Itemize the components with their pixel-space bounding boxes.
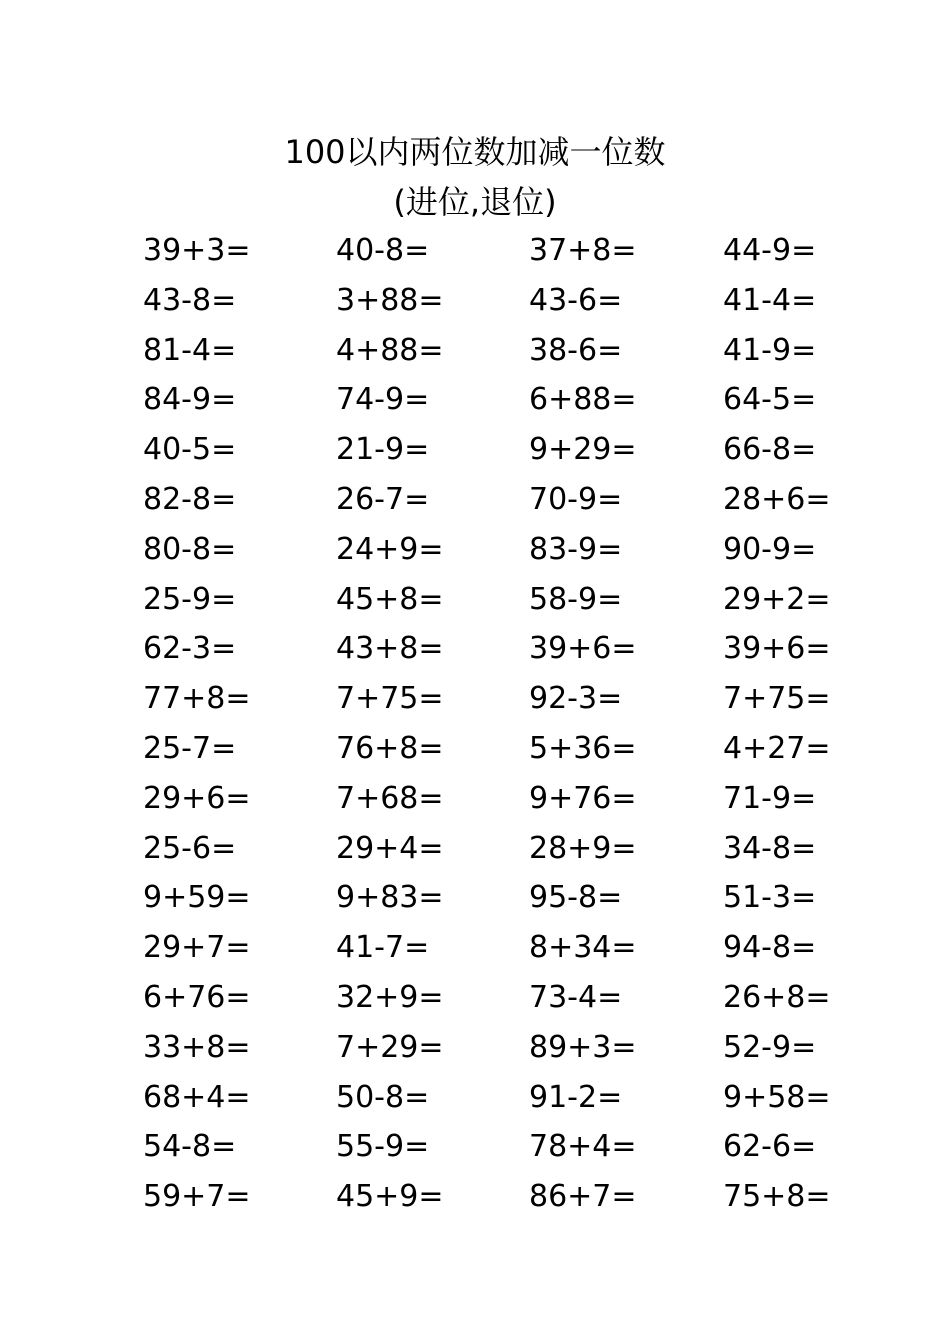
problem-row — [143, 576, 843, 626]
math-problem: 92-3= — [529, 681, 623, 717]
math-problem: 68+4= — [143, 1079, 251, 1115]
math-problem: 9+58= — [723, 1079, 831, 1115]
math-problem: 40-5= — [143, 432, 237, 468]
math-problem: 89+3= — [529, 1029, 637, 1065]
problem-row — [143, 327, 843, 377]
math-problem: 82-8= — [143, 481, 237, 517]
worksheet-title: 100以内两位数加减一位数 — [284, 133, 666, 171]
math-problem: 26+8= — [723, 979, 831, 1015]
problem-row — [143, 775, 843, 825]
math-problem: 81-4= — [143, 332, 237, 368]
math-problem: 71-9= — [723, 780, 817, 816]
math-problem: 3+88= — [336, 282, 444, 318]
math-problem: 7+29= — [336, 1029, 444, 1065]
math-problem: 7+75= — [723, 681, 831, 717]
math-problem: 62-6= — [723, 1129, 817, 1165]
math-problem: 73-4= — [529, 979, 623, 1015]
problem-row — [143, 526, 843, 576]
math-problem: 77+8= — [143, 681, 251, 717]
math-problem: 25-7= — [143, 730, 237, 766]
math-problem: 9+29= — [529, 432, 637, 468]
math-problem: 9+76= — [529, 780, 637, 816]
math-problem: 62-3= — [143, 631, 237, 667]
math-problem: 29+7= — [143, 930, 251, 966]
worksheet-subtitle: (进位,退位) — [393, 183, 557, 221]
problem-row — [143, 1074, 843, 1124]
problem-row — [143, 426, 843, 476]
math-problem: 64-5= — [723, 382, 817, 418]
math-problem: 29+6= — [143, 780, 251, 816]
math-problem: 38-6= — [529, 332, 623, 368]
math-problem: 9+83= — [336, 880, 444, 916]
math-problem: 70-9= — [529, 481, 623, 517]
math-problem: 7+75= — [336, 681, 444, 717]
math-problem: 39+3= — [143, 233, 251, 268]
math-problem: 90-9= — [723, 531, 817, 567]
math-problem: 78+4= — [529, 1129, 637, 1165]
math-problem: 43-8= — [143, 282, 237, 318]
math-problem: 58-9= — [529, 581, 623, 617]
math-problem: 6+88= — [529, 382, 637, 418]
problem-row — [143, 874, 843, 924]
math-problem: 80-8= — [143, 531, 237, 567]
problem-row — [143, 227, 843, 277]
math-problem: 33+8= — [143, 1029, 251, 1065]
math-problem: 83-9= — [529, 531, 623, 567]
math-problem: 34-8= — [723, 830, 817, 866]
problem-row — [143, 974, 843, 1024]
math-problem: 5+36= — [529, 730, 637, 766]
math-problem: 9+59= — [143, 880, 251, 916]
math-problem: 51-3= — [723, 880, 817, 916]
math-problem: 86+7= — [529, 1179, 637, 1215]
math-problem: 40-8= — [336, 233, 430, 268]
problem-row — [143, 924, 843, 974]
math-problem: 55-9= — [336, 1129, 430, 1165]
problem-row — [143, 1024, 843, 1074]
math-problem: 52-9= — [723, 1029, 817, 1065]
math-problem: 28+6= — [723, 481, 831, 517]
math-problem: 95-8= — [529, 880, 623, 916]
math-problem: 37+8= — [529, 233, 637, 268]
math-problem: 84-9= — [143, 382, 237, 418]
math-problem: 4+88= — [336, 332, 444, 368]
math-problem: 39+6= — [529, 631, 637, 667]
math-problem: 41-7= — [336, 930, 430, 966]
math-problem: 59+7= — [143, 1179, 251, 1215]
math-problem: 45+9= — [336, 1179, 444, 1215]
problem-row — [143, 725, 843, 775]
math-problem: 32+9= — [336, 979, 444, 1015]
math-problem: 8+34= — [529, 930, 637, 966]
math-problem: 41-9= — [723, 332, 817, 368]
problem-row — [143, 476, 843, 526]
math-problem: 6+76= — [143, 979, 251, 1015]
math-problem: 50-8= — [336, 1079, 430, 1115]
math-problem: 28+9= — [529, 830, 637, 866]
math-problem: 54-8= — [143, 1129, 237, 1165]
problem-row — [143, 625, 843, 675]
math-problem: 21-9= — [336, 432, 430, 468]
math-problem: 91-2= — [529, 1079, 623, 1115]
math-problem: 25-6= — [143, 830, 237, 866]
math-problem: 41-4= — [723, 282, 817, 318]
problem-row — [143, 825, 843, 875]
problem-row — [143, 1173, 843, 1223]
math-problem: 43+8= — [336, 631, 444, 667]
math-problem: 25-9= — [143, 581, 237, 617]
math-problem: 43-6= — [529, 282, 623, 318]
math-problem: 24+9= — [336, 531, 444, 567]
math-problem: 7+68= — [336, 780, 444, 816]
math-problem: 4+27= — [723, 730, 831, 766]
math-problem: 29+4= — [336, 830, 444, 866]
problem-row — [143, 675, 843, 725]
math-problem: 45+8= — [336, 581, 444, 617]
problem-row — [143, 376, 843, 426]
math-problem: 29+2= — [723, 581, 831, 617]
math-problem: 26-7= — [336, 481, 430, 517]
math-problem: 44-9= — [723, 233, 817, 268]
problem-row — [143, 1123, 843, 1173]
problem-row — [143, 277, 843, 327]
math-problem: 74-9= — [336, 382, 430, 418]
math-problem: 94-8= — [723, 930, 817, 966]
math-problem: 75+8= — [723, 1179, 831, 1215]
problem-grid — [143, 227, 843, 1223]
math-problem: 66-8= — [723, 432, 817, 468]
math-problem: 39+6= — [723, 631, 831, 667]
math-problem: 76+8= — [336, 730, 444, 766]
